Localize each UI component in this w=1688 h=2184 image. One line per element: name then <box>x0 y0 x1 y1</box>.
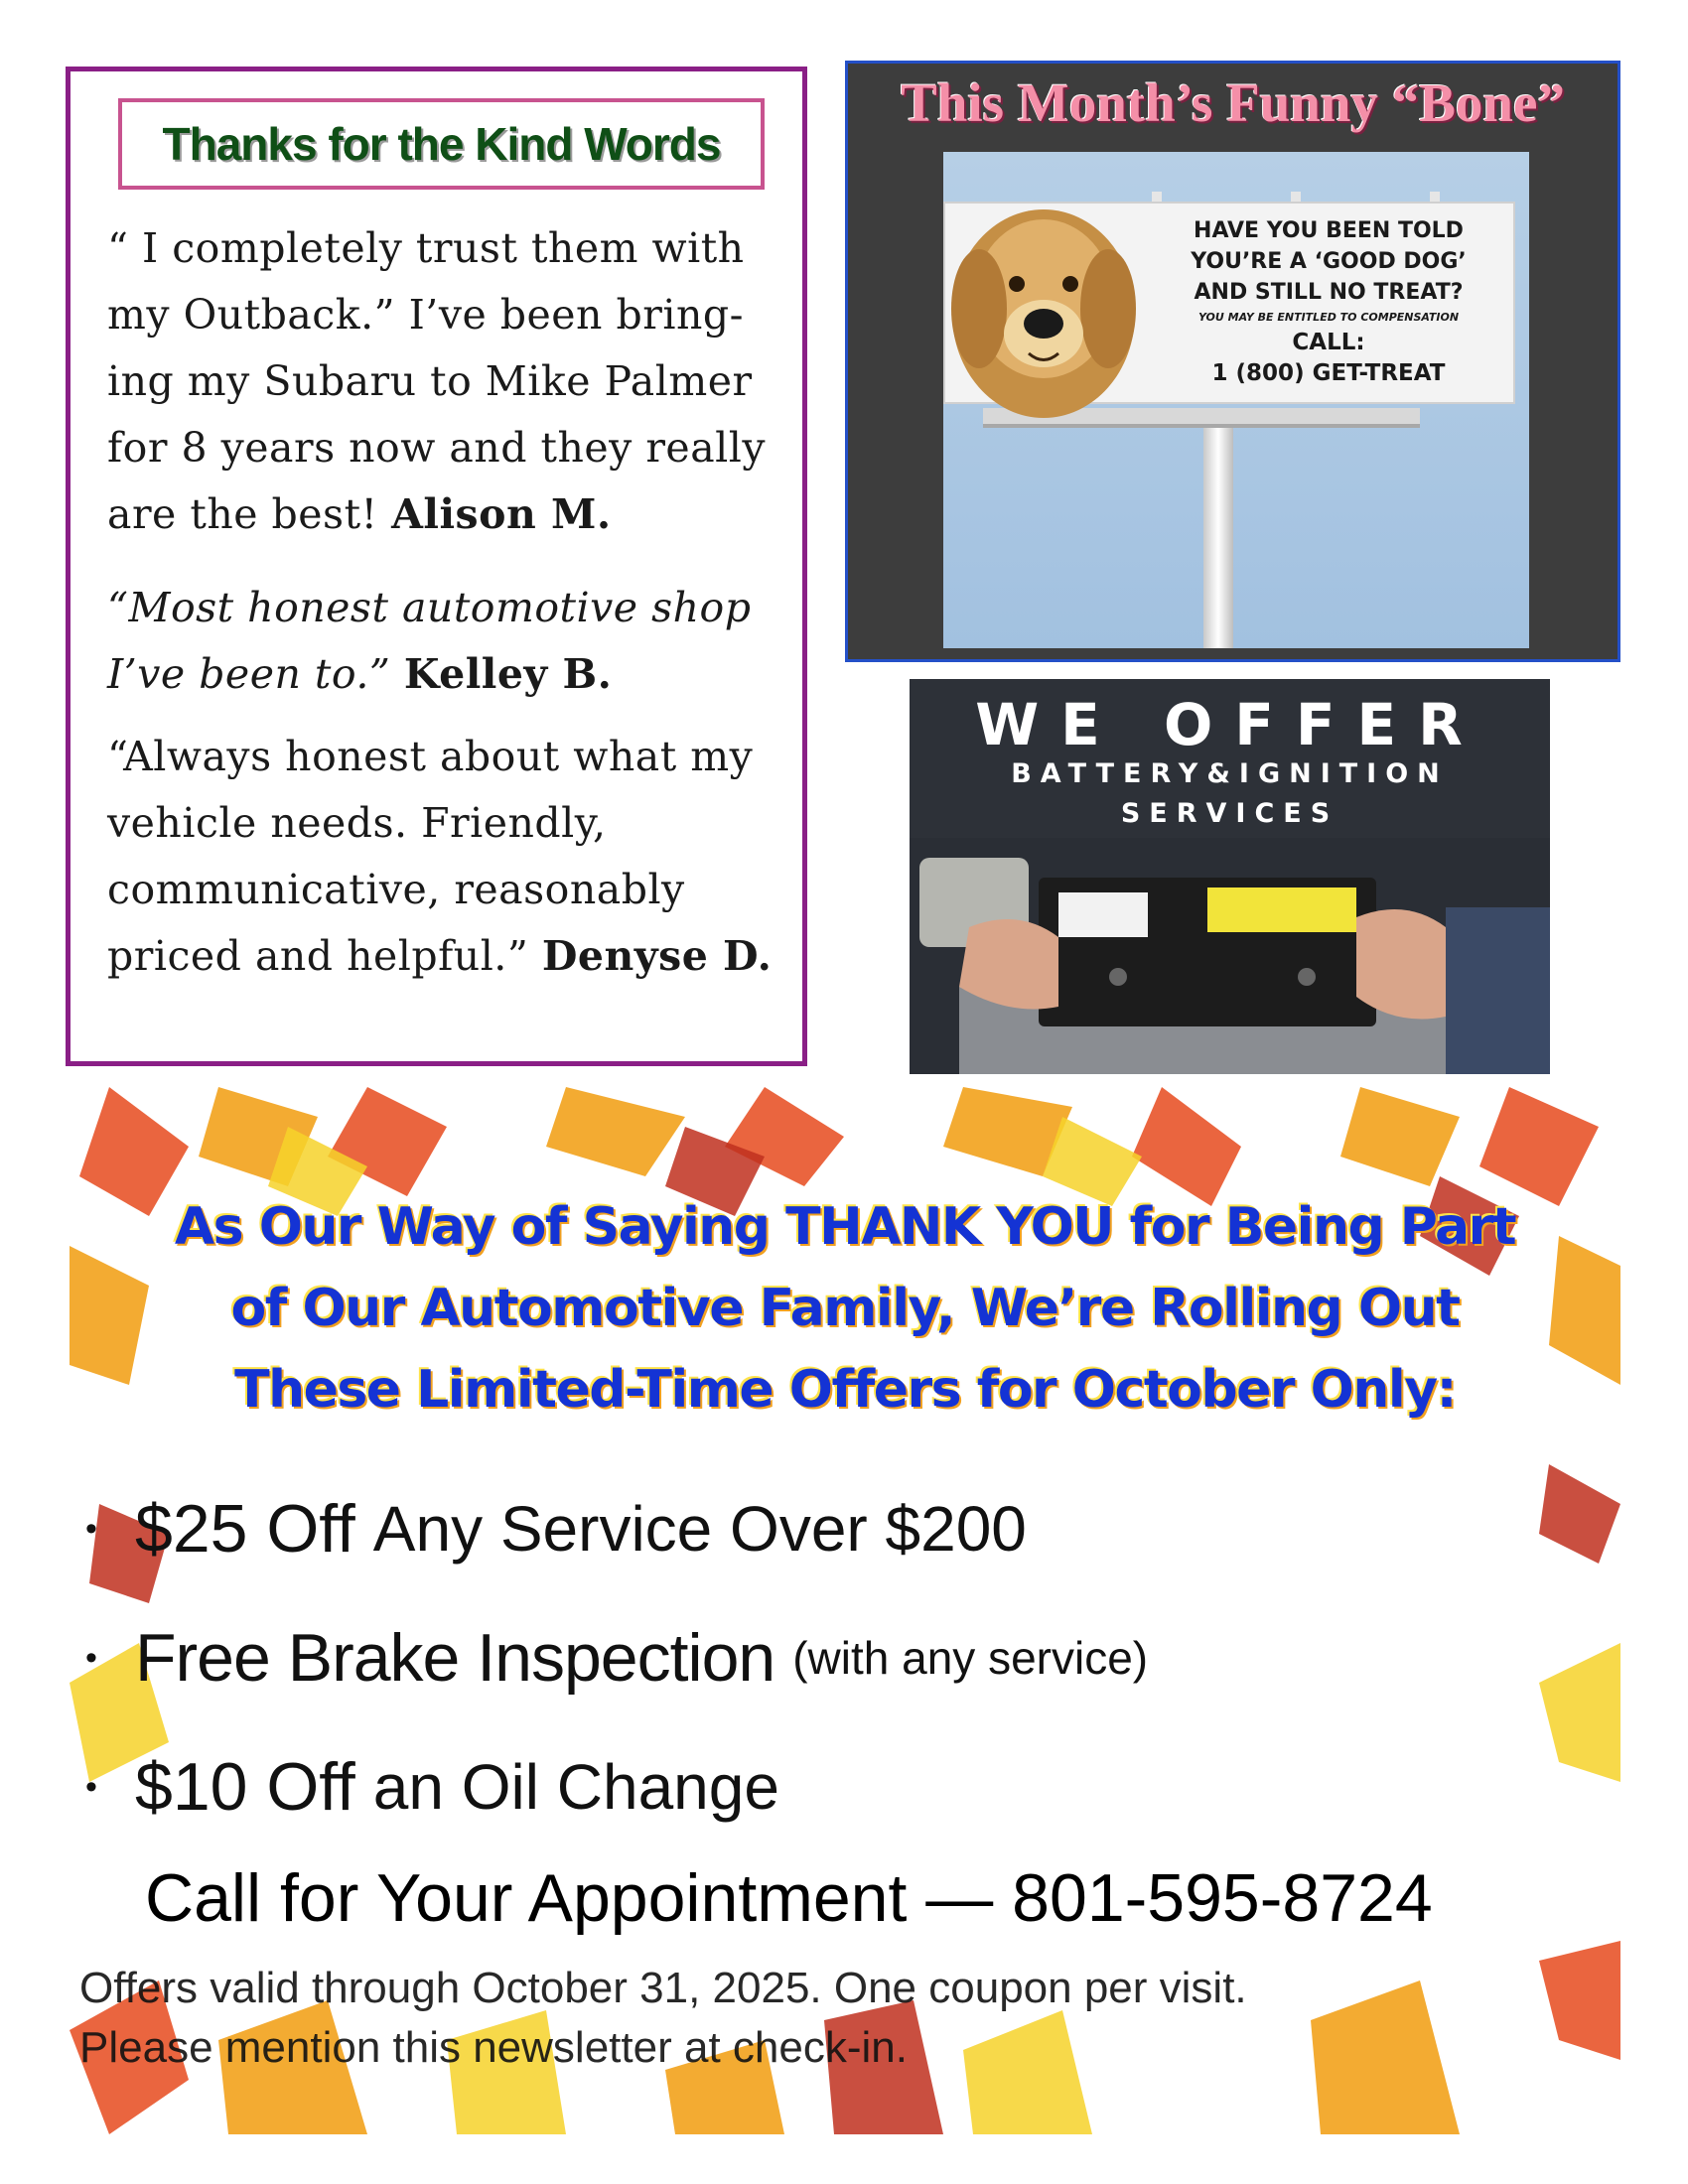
offer-bold: $25 Off <box>135 1491 355 1567</box>
offer-item <box>75 1464 1565 1593</box>
billboard-line-3: AND STILL NO TREAT? <box>1194 280 1464 305</box>
billboard <box>943 202 1515 404</box>
offer-text: an Oil Change <box>372 1751 779 1823</box>
testimonial-3-author: Denyse D. <box>541 932 773 980</box>
testimonial-2-text: “Most honest automotive shop I’ve been to.” <box>107 584 752 698</box>
billboard-line-2: YOU’RE A ‘GOOD DOG’ <box>1191 249 1467 274</box>
coupon-fine-print <box>79 1959 1247 2078</box>
bullet-icon: • <box>85 1638 97 1677</box>
testimonial-3-text: “Always honest about what my vehicle needs. Friendly, communicative, reasonably priced and helpful.” <box>107 733 754 980</box>
funny-bone-title: This Month’s Funny “Bone” <box>901 72 1565 133</box>
offer-text: Any Service Over $200 <box>372 1493 1027 1565</box>
billboard-text <box>1150 215 1507 389</box>
testimonial-2-author: Kelley B. <box>403 650 613 698</box>
testimonial-3 <box>107 724 782 990</box>
offer-list <box>75 1464 1565 1851</box>
battery-ignition-text: BATTERY&IGNITION <box>1011 758 1449 789</box>
bullet-icon: • <box>85 1767 97 1806</box>
funny-bone-panel <box>845 61 1620 662</box>
offer-item <box>75 1593 1565 1722</box>
testimonials-box <box>66 67 807 1066</box>
testimonials-title: Thanks for the Kind Words <box>162 118 721 170</box>
testimonials-title-box <box>118 98 765 190</box>
car-battery-icon <box>910 838 1550 1074</box>
testimonial-1 <box>107 215 782 548</box>
coupon-headline-line-1: As Our Way of Saying THANK YOU for Being Part <box>174 1197 1516 1257</box>
offer-note: (with any service) <box>792 1632 1149 1684</box>
testimonial-1-text: “ I completely trust them with my Outback.” I’ve been bring-ing my Subaru to Mike Palmer for 8 years now and they really are the best! <box>107 224 767 538</box>
battery-services-panel <box>910 679 1550 1074</box>
we-offer-heading: WE OFFER <box>975 691 1484 758</box>
testimonial-2 <box>107 575 782 708</box>
billboard-image <box>943 152 1529 648</box>
testimonial-1-author: Alison M. <box>391 490 612 538</box>
dog-icon <box>949 190 1138 418</box>
offer-item <box>75 1722 1565 1851</box>
billboard-call: CALL: <box>1292 330 1365 355</box>
billboard-pole <box>1203 420 1233 648</box>
coupon-headline <box>79 1186 1611 1431</box>
october-coupon <box>70 1087 1620 2134</box>
services-text: SERVICES <box>1120 798 1339 829</box>
fine-print-line-2: Please mention this newsletter at check-in. <box>79 2023 908 2072</box>
offer-bold: Free Brake Inspection <box>135 1620 775 1696</box>
billboard-phone: 1 (800) GET-TREAT <box>1211 360 1446 386</box>
fine-print-line-1: Offers valid through October 31, 2025. One coupon per visit. <box>79 1964 1247 2012</box>
bullet-icon: • <box>85 1509 97 1548</box>
coupon-headline-line-2: of Our Automotive Family, We’re Rolling Out <box>230 1279 1460 1338</box>
billboard-small-print: YOU MAY BE ENTITLED TO COMPENSATION <box>1197 311 1460 324</box>
offer-bold: $10 Off <box>135 1749 355 1825</box>
coupon-headline-line-3: These Limited-Time Offers for October Only: <box>234 1360 1456 1420</box>
appointment-phone: Call for Your Appointment — 801-595-8724 <box>145 1860 1433 1936</box>
billboard-line-1: HAVE YOU BEEN TOLD <box>1194 218 1464 243</box>
